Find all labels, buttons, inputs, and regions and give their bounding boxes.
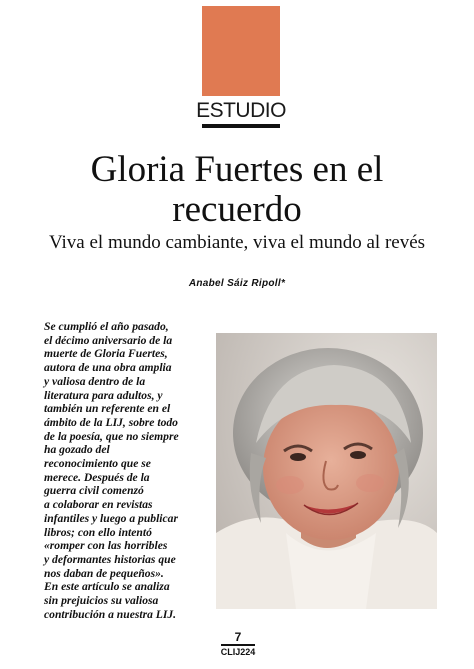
section-rule: [202, 124, 280, 128]
abstract-line: libros; con ello intentó: [44, 525, 152, 539]
section-color-block: [202, 6, 280, 96]
abstract-line: autora de una obra amplia: [44, 361, 172, 375]
abstract-line: infantiles y luego a publicar: [44, 511, 178, 525]
footer-rule: [221, 644, 255, 646]
title-line: recuerdo: [172, 189, 302, 230]
journal-issue: CLIJ224: [220, 647, 256, 657]
author-portrait-photo: [216, 333, 437, 609]
author-byline: Anabel Sáiz Ripoll*: [188, 278, 286, 289]
abstract-line: también un referente en el: [44, 402, 171, 416]
abstract-line: sin prejuicios su valiosa: [44, 594, 159, 608]
abstract-line: y valiosa dentro de la: [44, 374, 146, 388]
abstract-line: reconocimiento que se: [44, 457, 151, 471]
abstract-line: Se cumplió el año pasado,: [44, 320, 169, 333]
section-label: ESTUDIO: [196, 99, 286, 122]
abstract-line: muerte de Gloria Fuertes,: [44, 347, 168, 361]
abstract-line: merece. Después de la: [44, 470, 150, 484]
abstract-line: literatura para adultos, y: [44, 388, 163, 402]
abstract-line: de la poesía, que no siempre: [44, 429, 179, 443]
abstract-line: ámbito de la LIJ, sobre todo: [44, 415, 178, 429]
abstract-line: el décimo aniversario de la: [44, 333, 173, 347]
page-number: 7: [234, 630, 242, 644]
article-abstract: [44, 320, 204, 621]
article-subtitle: Viva el mundo cambiante, viva el mundo al revés: [48, 232, 426, 253]
portrait-illustration: [216, 333, 437, 609]
abstract-line: ha gozado del: [44, 443, 110, 457]
abstract-line: a colaborar en revistas: [44, 498, 153, 512]
abstract-line: «romper con las horribles: [44, 539, 168, 553]
title-line: Gloria Fuertes en el: [90, 149, 384, 190]
article-title: [30, 150, 444, 230]
abstract-line: contribución a nuestra LIJ.: [44, 607, 177, 621]
abstract-line: y deformantes historias que: [44, 552, 176, 566]
abstract-line: guerra civil comenzó: [44, 484, 144, 498]
abstract-line: nos daban de pequeños».: [44, 566, 164, 580]
abstract-line: En este artículo se analiza: [44, 580, 170, 594]
